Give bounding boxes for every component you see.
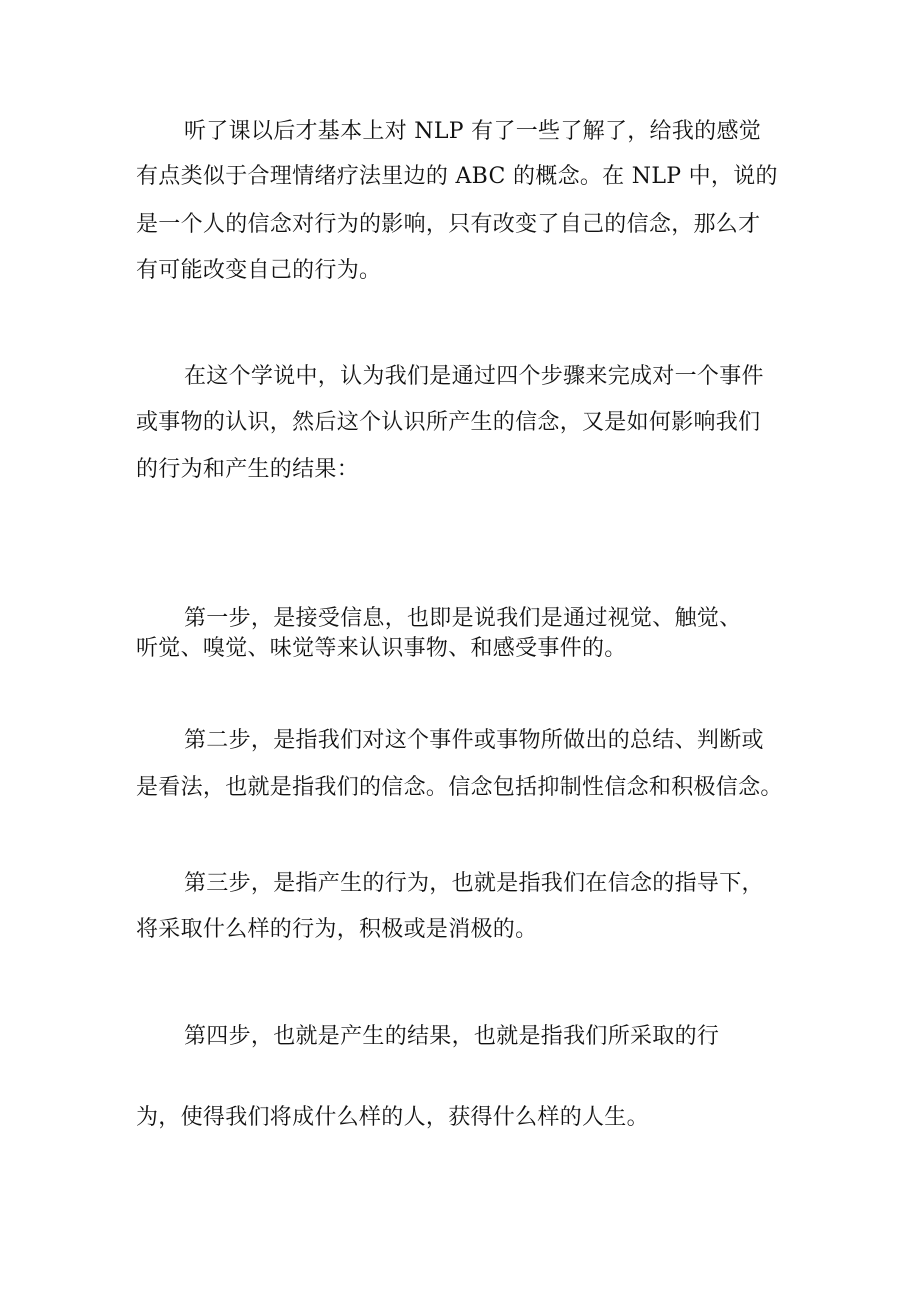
paragraph-4-line-2: 是看法，也就是指我们的信念。信念包括抑制性信念和积极信念。	[136, 775, 783, 800]
paragraph-1-line-3: 是一个人的信念对行为的影响，只有改变了自己的信念，那么才	[136, 212, 761, 237]
paragraph-5-line-1: 第三步，是指产生的行为，也就是指我们在信念的指导下，	[184, 871, 764, 896]
paragraph-2-line-1: 在这个学说中，认为我们是通过四个步骤来完成对一个事件	[184, 364, 764, 389]
paragraph-6-line-1: 第四步，也就是产生的结果，也就是指我们所采取的行	[184, 1024, 720, 1049]
paragraph-1-line-4: 有可能改变自己的行为。	[136, 258, 382, 283]
paragraph-2-line-2: 或事物的认识，然后这个认识所产生的信念，又是如何影响我们	[136, 410, 761, 435]
paragraph-1-line-1: 听了课以后才基本上对 NLP 有了一些了解了，给我的感觉	[184, 119, 762, 144]
paragraph-4-line-1: 第二步，是指我们对这个事件或事物所做出的总结、判断或	[184, 728, 764, 753]
paragraph-3-line-1: 第一步，是接受信息，也即是说我们是通过视觉、触觉、	[184, 606, 742, 631]
paragraph-3-line-2: 听觉、嗅觉、味觉等来认识事物、和感受事件的。	[136, 636, 627, 661]
paragraph-1-line-2: 有点类似于合理情绪疗法里边的 ABC 的概念。在 NLP 中，说的	[136, 164, 778, 189]
paragraph-2-line-3: 的行为和产生的结果：	[136, 457, 360, 482]
paragraph-7-line-1: 为，使得我们将成什么样的人，获得什么样的人生。	[136, 1105, 649, 1130]
paragraph-5-line-2: 将采取什么样的行为，积极或是消极的。	[136, 917, 538, 942]
